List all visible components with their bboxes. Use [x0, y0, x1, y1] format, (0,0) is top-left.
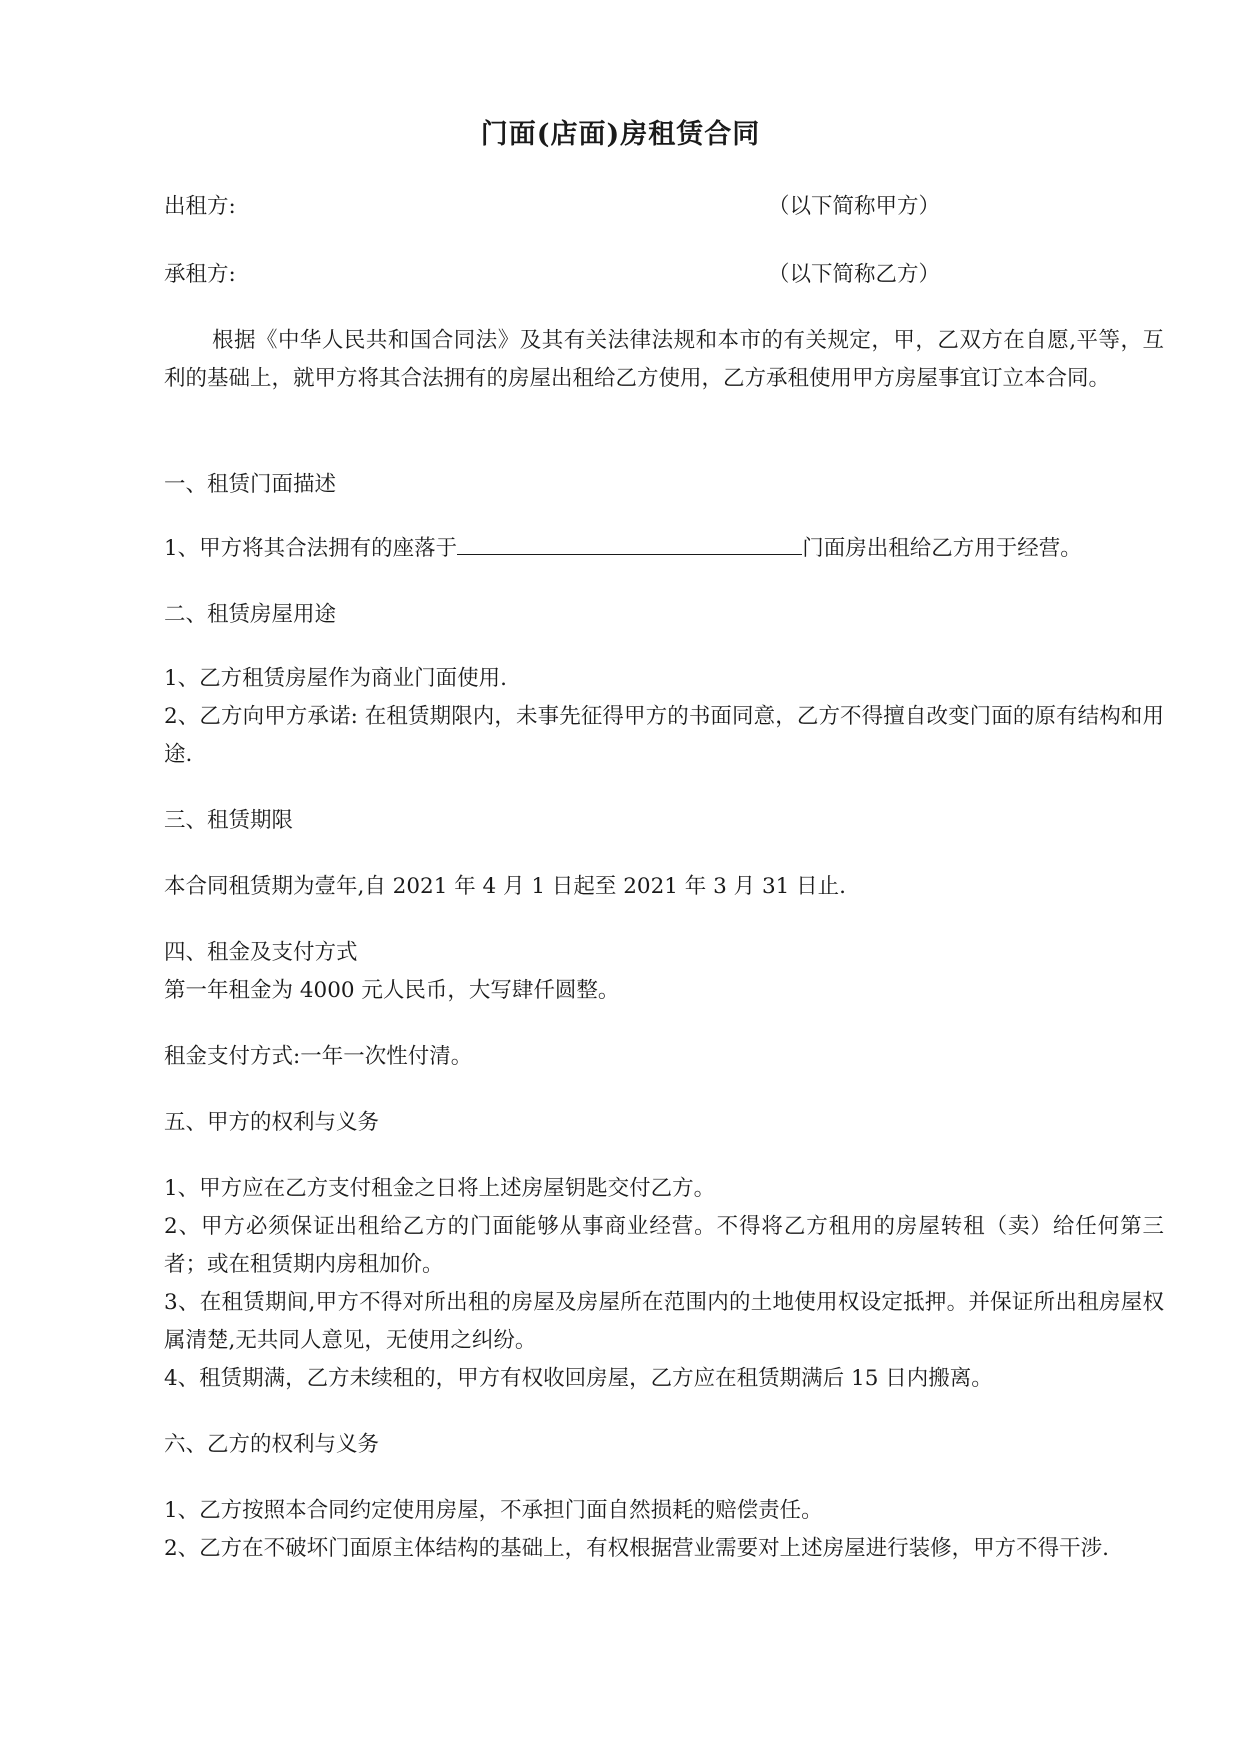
section-1-item-1 [164, 530, 1082, 568]
section-2-item-2: 2、乙方向甲方承诺: 在租赁期限内，未事先征得甲方的书面同意，乙方不得擅自改变门面的原有结构和用途. [164, 704, 1164, 767]
lessee-label: 承租方: [164, 262, 236, 287]
section-3-heading: 三、租赁期限 [164, 808, 294, 833]
lessor-note: （以下简称甲方） [768, 194, 941, 219]
lessee-note: （以下简称乙方） [768, 262, 941, 287]
section-2-item-1: 1、乙方租赁房屋作为商业门面使用. [164, 666, 508, 691]
section-5-item-3: 3、在租赁期间,甲方不得对所出租的房屋及房屋所在范围内的土地使用权设定抵押。并保证所出租房屋权属清楚,无共同人意见，无使用之纠纷。 [164, 1290, 1164, 1353]
section-3-text: 本合同租赁期为壹年,自 2021 年 4 月 1 日起至 2021 年 3 月 31 日止. [164, 874, 847, 899]
section-6-item-1: 1、乙方按照本合同约定使用房屋，不承担门面自然损耗的赔偿责任。 [164, 1498, 823, 1523]
address-blank [457, 532, 802, 555]
section-4-heading: 四、租金及支付方式 [164, 940, 358, 965]
section-1-item-1-text-after: 门面房出租给乙方用于经营。 [802, 536, 1082, 561]
section-2-heading: 二、租赁房屋用途 [164, 602, 337, 627]
section-6-heading: 六、乙方的权利与义务 [164, 1432, 380, 1457]
section-4-rent: 第一年租金为 4000 元人民币，大写肆仟圆整。 [164, 978, 620, 1003]
document-title: 门面(店面)房租赁合同 [480, 119, 761, 150]
section-5-item-1: 1、甲方应在乙方支付租金之日将上述房屋钥匙交付乙方。 [164, 1176, 716, 1201]
section-6-item-2: 2、乙方在不破坏门面原主体结构的基础上，有权根据营业需要对上述房屋进行装修，甲方不得干涉. [164, 1536, 1110, 1561]
section-1-heading: 一、租赁门面描述 [164, 472, 337, 497]
section-4-payment: 租金支付方式:一年一次性付清。 [164, 1044, 473, 1069]
section-5-item-4: 4、租赁期满，乙方未续租的，甲方有权收回房屋，乙方应在租赁期满后 15 日内搬离。 [164, 1366, 993, 1391]
lessor-label: 出租方: [164, 194, 236, 219]
section-5-heading: 五、甲方的权利与义务 [164, 1110, 380, 1135]
preamble-paragraph: 根据《中华人民共和国合同法》及其有关法律法规和本市的有关规定，甲，乙双方在自愿,平等，互利的基础上，就甲方将其合法拥有的房屋出租给乙方使用，乙方承租使用甲方房屋事宜订立本合同。 [164, 328, 1164, 391]
section-5-item-2: 2、甲方必须保证出租给乙方的门面能够从事商业经营。不得将乙方租用的房屋转租（卖）给任何第三者；或在租赁期内房租加价。 [164, 1214, 1164, 1277]
section-1-item-1-text-before: 1、甲方将其合法拥有的座落于 [164, 536, 458, 561]
